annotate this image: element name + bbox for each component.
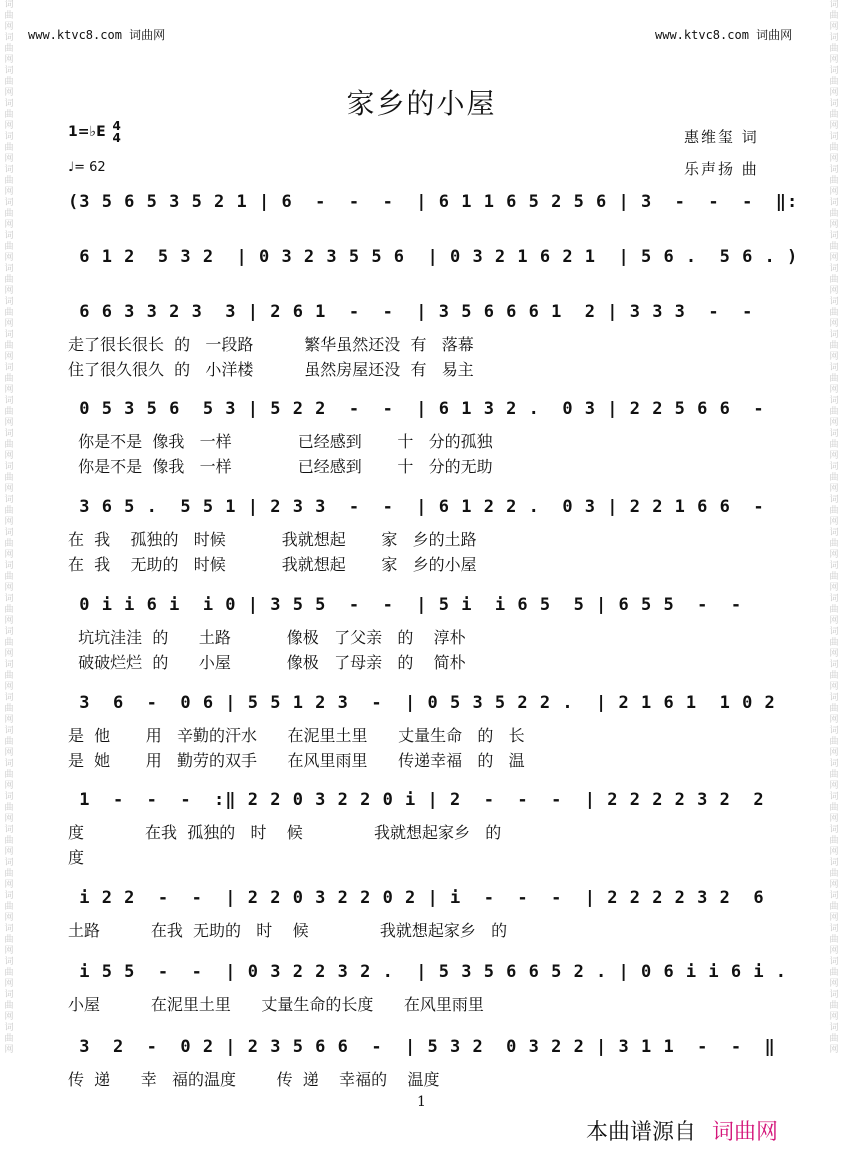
lyricist-credit: 惠维玺 词 (684, 128, 759, 146)
notation-line: 6 6 3 3 2 3 3 | 2 6 1 - - | 3 5 6 6 6 1 2 | 3 3 3 - - (68, 302, 754, 322)
notation-line: 3 2 - 0 2 | 2 3 5 6 6 - | 5 3 2 0 3 2 2 | 3 1 1 - - ‖ (68, 1037, 776, 1057)
notation-line: 3 6 5 . 5 5 1 | 2 3 3 - - | 6 1 2 2 . 0 3 | 2 2 1 6 6 - (68, 497, 765, 517)
lyric-line-2: 在 我 无助的 时候 我就想起 家 乡的小屋 (68, 555, 477, 574)
notation-line: 0 5 3 5 6 5 3 | 5 2 2 - - | 6 1 3 2 . 0 3 | 2 2 5 6 6 - (68, 399, 765, 419)
lyric-line-1: 是 他 用 辛勤的汗水 在泥里土里 丈量生命 的 长 (68, 726, 525, 745)
key-label: 1=♭E (68, 124, 106, 140)
source-brand-link[interactable]: 词曲网 (712, 1120, 779, 1145)
lyric-line-1: 土路 在我 无助的 时 候 我就想起家乡 的 (68, 921, 508, 940)
lyric-line-1: 在 我 孤独的 时候 我就想起 家 乡的土路 (68, 530, 477, 549)
composer-credit: 乐声扬 曲 (684, 160, 759, 178)
song-title: 家乡的小屋 (346, 87, 497, 120)
lyric-line-1: 坑坑洼洼 的 土路 像极 了父亲 的 淳朴 (68, 628, 466, 647)
side-watermark-left: 词曲网 词曲网 词曲网 词曲网 词曲网 词曲网 词曲网 词曲网 词曲网 词曲网 词曲网 词曲网 词曲网 词曲网 词曲网 词曲网 词曲网 词曲网 词曲网 词曲网 词曲网 词曲网 词曲网 词曲网 词曲网 词曲网 词曲网 词曲网 词曲网 词曲网 词曲网 词曲网 (4, 0, 14, 1055)
page-number: 1 (417, 1094, 426, 1110)
header-url-left: www.ktvc8.com 词曲网 (28, 28, 166, 42)
key-signature (68, 120, 121, 144)
lyric-line-1: 度 在我 孤独的 时 候 我就想起家乡 的 (68, 823, 502, 842)
lyric-line-2: 破破烂烂 的 小屋 像极 了母亲 的 简朴 (68, 653, 466, 672)
source-label: 本曲谱源自 (586, 1120, 697, 1145)
side-watermark-right: 词曲网 词曲网 词曲网 词曲网 词曲网 词曲网 词曲网 词曲网 词曲网 词曲网 词曲网 词曲网 词曲网 词曲网 词曲网 词曲网 词曲网 词曲网 词曲网 词曲网 词曲网 词曲网 词曲网 词曲网 词曲网 词曲网 词曲网 词曲网 词曲网 词曲网 词曲网 词曲网 (829, 0, 839, 1055)
time-bottom: 4 (112, 131, 121, 145)
notation-line: 6 1 2 5 3 2 | 0 3 2 3 5 5 6 | 0 3 2 1 6 2 1 | 5 6 . 5 6 . ) (68, 247, 799, 267)
time-top: 4 (112, 119, 121, 133)
source-footer (586, 1115, 778, 1146)
notation-line: 3 6 - 0 6 | 5 5 1 2 3 - | 0 5 3 5 2 2 . | 2 1 6 1 1 0 2 (68, 693, 776, 713)
lyric-line-2: 住了很久很久 的 小洋楼 虽然房屋还没 有 易主 (68, 360, 474, 379)
lyric-line-1: 你是不是 像我 一样 已经感到 十 分的孤独 (68, 432, 493, 451)
notation-line: i 2 2 - - | 2 2 0 3 2 2 0 2 | i - - - | 2 2 2 2 3 2 6 (68, 888, 765, 908)
lyric-line-2: 是 她 用 勤劳的双手 在风里雨里 传递幸福 的 温 (68, 751, 525, 770)
lyric-line-2: 你是不是 像我 一样 已经感到 十 分的无助 (68, 457, 493, 476)
notation-line: i 5 5 - - | 0 3 2 2 3 2 . | 5 3 5 6 6 5 2 . | 0 6 i i 6 i . (68, 962, 788, 982)
lyric-line-2: 度 (68, 848, 85, 867)
header-url-right: www.ktvc8.com 词曲网 (655, 28, 793, 42)
time-signature (113, 120, 121, 144)
notation-line: 1 - - - :‖ 2 2 0 3 2 2 0 i | 2 - - - | 2 2 2 2 3 2 2 (68, 790, 765, 810)
notation-line: (3 5 6 5 3 5 2 1 | 6 - - - | 6 1 1 6 5 2 5 6 | 3 - - - ‖: (68, 192, 799, 212)
tempo-mark: ♩= 62 (68, 160, 106, 175)
notation-line: 0 i i 6 i i 0 | 3 5 5 - - | 5 i i 6 5 5 | 6 5 5 - - (68, 595, 743, 615)
lyric-line-1: 走了很长很长 的 一段路 繁华虽然还没 有 落幕 (68, 335, 474, 354)
lyric-line-1: 传 递 幸 福的温度 传 递 幸福的 温度 (68, 1070, 440, 1089)
lyric-line-1: 小屋 在泥里土里 丈量生命的长度 在风里雨里 (68, 995, 484, 1014)
